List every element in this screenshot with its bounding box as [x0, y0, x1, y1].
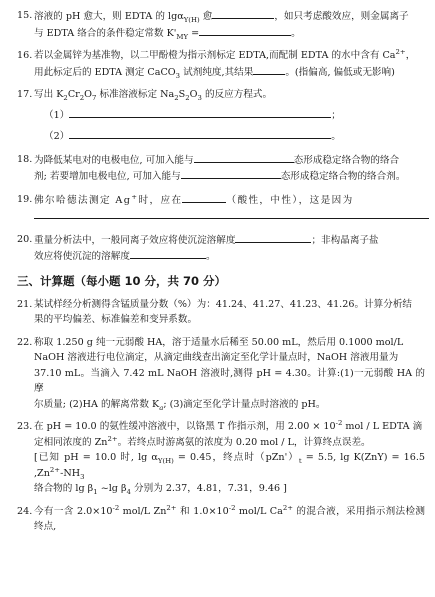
question-text: 态形成稳定络合物的络合 [293, 154, 400, 166]
question-number: 21. [17, 298, 33, 310]
question-text: 标准溶液标定 Na [96, 89, 175, 101]
answer-blank[interactable] [69, 128, 331, 139]
question-text: 为降低某电对的电极电位, 可加入能与 [34, 154, 194, 166]
question-text: 时，应在 [138, 194, 183, 206]
subscript: Y(H) [183, 15, 200, 24]
sub-item-label: （2） [44, 131, 70, 143]
answer-blank[interactable] [34, 208, 429, 219]
question-21 [17, 297, 425, 328]
question-number: 17. [17, 89, 33, 101]
subscript: 3 [175, 71, 181, 80]
question-text: 尔质量; (2)HA 的解离常数 K [34, 398, 160, 410]
question-text: 络合物的 lg β [34, 483, 94, 495]
question-text: 剂; 若要增加电极电位, 可加入能与 [34, 171, 181, 183]
question-text: -NH [60, 467, 81, 479]
question-text: = 5.5, lg K(ZnY) = 16.5 ,Zn [34, 452, 426, 479]
subscript: Y(H) [157, 457, 174, 466]
superscript: -2 [112, 503, 120, 512]
question-text: 。若终点时游离氨的浓度为 0.20 mol / L，计算终点误差。 [117, 436, 371, 448]
question-number: 24. [17, 505, 33, 517]
superscript: 2+ [107, 434, 118, 443]
superscript: -2 [335, 419, 343, 428]
question-body [34, 335, 425, 413]
question-body [34, 87, 425, 145]
question-text: ； [331, 109, 341, 121]
subscript: t [298, 457, 302, 466]
subscript: 3 [197, 94, 202, 103]
question-text: 今有一含 2.0×10 [34, 505, 113, 517]
superscript: -2 [228, 503, 236, 512]
question-text: 和 1.0×10 [176, 505, 229, 517]
question-text: ~lg β [97, 483, 127, 495]
question-text: 称取 1.250 g 纯一元弱酸 HA，溶于适量水后稀至 50.00 mL，然后用 0.1000 mol/L [34, 336, 404, 348]
question-number: 22. [17, 336, 33, 348]
question-text: [已知 pH = 10.0 时, lg α [34, 452, 158, 464]
subscript: 7 [92, 94, 97, 103]
question-text: mol / L EDTA 滴 [342, 421, 423, 433]
question-text: 态形成稳定络合物的络合剂。 [280, 171, 406, 183]
question-text: O [84, 89, 93, 101]
question-body [34, 48, 425, 80]
question-text: O [189, 89, 198, 101]
question-23 [17, 419, 425, 497]
question-text: ， [405, 50, 416, 62]
question-22 [17, 335, 425, 413]
question-text: = 0.45，终点时（pZn'） [173, 452, 299, 464]
question-body [34, 152, 425, 185]
question-text: S [178, 89, 186, 101]
question-text: 的混合液，采用指示剂法检测终点, [34, 505, 425, 533]
question-text: （酸性，中性），这是因为 [226, 194, 354, 206]
question-text: 愈 [199, 11, 213, 22]
question-text: 溶液的 pH 愈大，则 EDTA 的 lgα [34, 11, 184, 22]
question-text: 。(指偏高, 偏低或无影响) [285, 66, 395, 78]
answer-blank[interactable] [130, 248, 206, 259]
question-text: 与 EDTA 络合的条件稳定常数 K' [34, 27, 177, 39]
question-number: 20. [17, 233, 33, 245]
question-text: 若以金属锌为基准物，以二甲酚橙为指示剂标定 EDTA,而配制 EDTA 的水中含有 Ca [34, 50, 396, 62]
question-text: 效应将使沉淀的溶解度 [34, 251, 130, 263]
subscript: 2 [79, 94, 85, 103]
section-heading: 三、计算题（每小题 10 分，共 70 分） [17, 273, 227, 288]
question-number: 15. [17, 10, 33, 21]
subscript: a [159, 403, 164, 412]
subscript: 4 [126, 488, 131, 497]
superscript: 2+ [49, 465, 61, 474]
superscript: + [131, 192, 139, 201]
question-17 [17, 87, 425, 145]
answer-blank[interactable] [235, 232, 311, 243]
question-text: mol/L Zn [119, 505, 167, 517]
question-19 [17, 192, 425, 225]
question-text: 在 pH = 10.0 的氨性缓冲溶液中，以铬黑 T 作指示剂，用 2.00 × 10 [34, 421, 336, 433]
question-body [34, 192, 429, 225]
question-text: NaOH 溶液进行电位滴定，从滴定曲线查出滴定至化学计量点时，NaOH 溶液用量为 [34, 352, 399, 364]
question-body [34, 419, 425, 497]
question-15 [17, 8, 425, 41]
question-text: ；非构晶离子盐 [311, 234, 379, 246]
answer-blank[interactable] [199, 25, 291, 36]
question-text: 分别为 2.37，4.81，7.31，9.46 ] [130, 483, 287, 495]
subscript: 2 [174, 94, 179, 103]
question-text: 果的平均偏差、标准偏差和变异系数。 [34, 314, 198, 326]
question-body [34, 232, 425, 265]
question-number: 18. [17, 153, 33, 165]
question-text: 37.10 mL。当滴入 7.42 mL NaOH 溶液时,测得 pH = 4.30。计算:(1)一元弱酸 HA 的摩 [34, 367, 425, 395]
answer-blank[interactable] [69, 107, 331, 118]
question-number: 23. [17, 421, 33, 433]
question-number: 19. [17, 193, 33, 205]
subscript: 3 [80, 472, 85, 481]
question-text: 重量分析法中，一般同离子效应将使沉淀溶解度 [34, 234, 236, 246]
superscript: 2+ [395, 47, 406, 56]
answer-blank[interactable] [182, 192, 226, 203]
question-text: 佛尔哈德法测定 Ag [34, 194, 132, 206]
question-text: 定相同浓度的 Zn [34, 436, 108, 448]
question-16 [17, 48, 425, 80]
question-text: ，如只考虑酸效应，则金属离子 [274, 11, 409, 22]
question-body [34, 297, 425, 328]
question-text: 。 [331, 131, 341, 143]
question-text: 。 [291, 27, 301, 39]
question-20 [17, 232, 425, 265]
question-text: 试剂纯度,其结果 [180, 66, 254, 78]
answer-blank[interactable] [181, 168, 281, 179]
question-text: 某试样经分析测得含锰质量分数（%）为：41.24、41.27、41.23、41.26。计算分析结 [34, 298, 413, 310]
question-text: 。 [205, 251, 216, 263]
question-24 [17, 504, 425, 535]
subscript: 1 [93, 488, 98, 497]
question-text: Cr [67, 89, 80, 101]
answer-blank[interactable] [253, 64, 285, 75]
question-body [34, 504, 425, 535]
question-text: = [188, 27, 200, 39]
answer-blank[interactable] [194, 152, 294, 163]
subscript: 2 [63, 94, 68, 103]
superscript: 2+ [282, 503, 294, 512]
subscript: 2 [185, 94, 190, 103]
superscript: 2+ [166, 503, 177, 512]
question-body [34, 8, 425, 41]
question-text: ; (3)滴定至化学计量点时溶液的 pH。 [163, 398, 326, 410]
sub-item-label: （1） [44, 109, 70, 121]
question-text: 用此标定后的 EDTA 测定 CaCO [34, 66, 176, 78]
question-number: 16. [17, 50, 33, 62]
question-text: 写出 K [34, 89, 64, 101]
question-18 [17, 152, 425, 185]
question-text: 的反应方程式。 [201, 89, 273, 101]
answer-blank[interactable] [212, 8, 274, 19]
subscript: MY [176, 32, 189, 41]
question-text: mol/L Ca [235, 505, 283, 517]
